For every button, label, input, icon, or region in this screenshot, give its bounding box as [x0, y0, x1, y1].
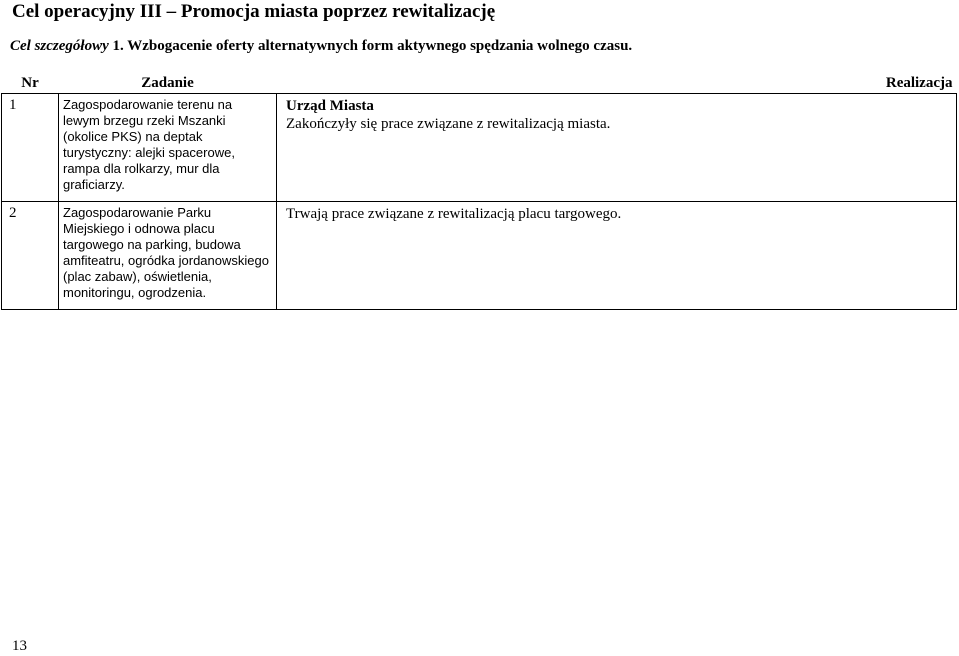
subheading-label: Cel szczegółowy: [10, 38, 109, 54]
table-row: [2, 94, 957, 202]
realization-text: Trwają prace związane z rewitalizacją placu targowego.: [286, 206, 622, 222]
tasks-table: [1, 73, 957, 310]
realization-head: Urząd Miasta: [286, 98, 374, 114]
page-heading: Cel operacyjny III – Promocja miasta poprzez rewitalizację: [12, 1, 496, 22]
header-task: Zadanie: [141, 74, 194, 91]
subheading-text: 1. Wzbogacenie oferty alternatywnych form aktywnego spędzania wolnego czasu.: [112, 38, 633, 54]
header-nr: Nr: [21, 74, 39, 91]
realization-text: Zakończyły się prace związane z rewitalizacją miasta.: [286, 116, 611, 132]
page-number: 13: [12, 638, 27, 654]
row-nr: 2: [2, 202, 59, 310]
header-realization: Realizacja: [885, 74, 953, 91]
row-nr: 1: [2, 94, 59, 202]
row-realization: [277, 94, 957, 202]
row-realization: [277, 202, 957, 310]
row-task: Zagospodarowanie terenu na lewym brzegu rzeki Mszanki (okolice PKS) na deptak turystyczny: alejki spacerowe, rampa dla rolkarzy, mur dla graficiarzy.: [59, 94, 277, 202]
row-task: Zagospodarowanie Parku Miejskiego i odnowa placu targowego na parking, budowa amfiteatru, ogródka jordanowskiego (plac zabaw), oświetlenia, monitoringu, ogrodzenia.: [59, 202, 277, 310]
table-row: [2, 202, 957, 310]
page-subheading: [10, 38, 632, 55]
table-header-row: [2, 73, 957, 94]
